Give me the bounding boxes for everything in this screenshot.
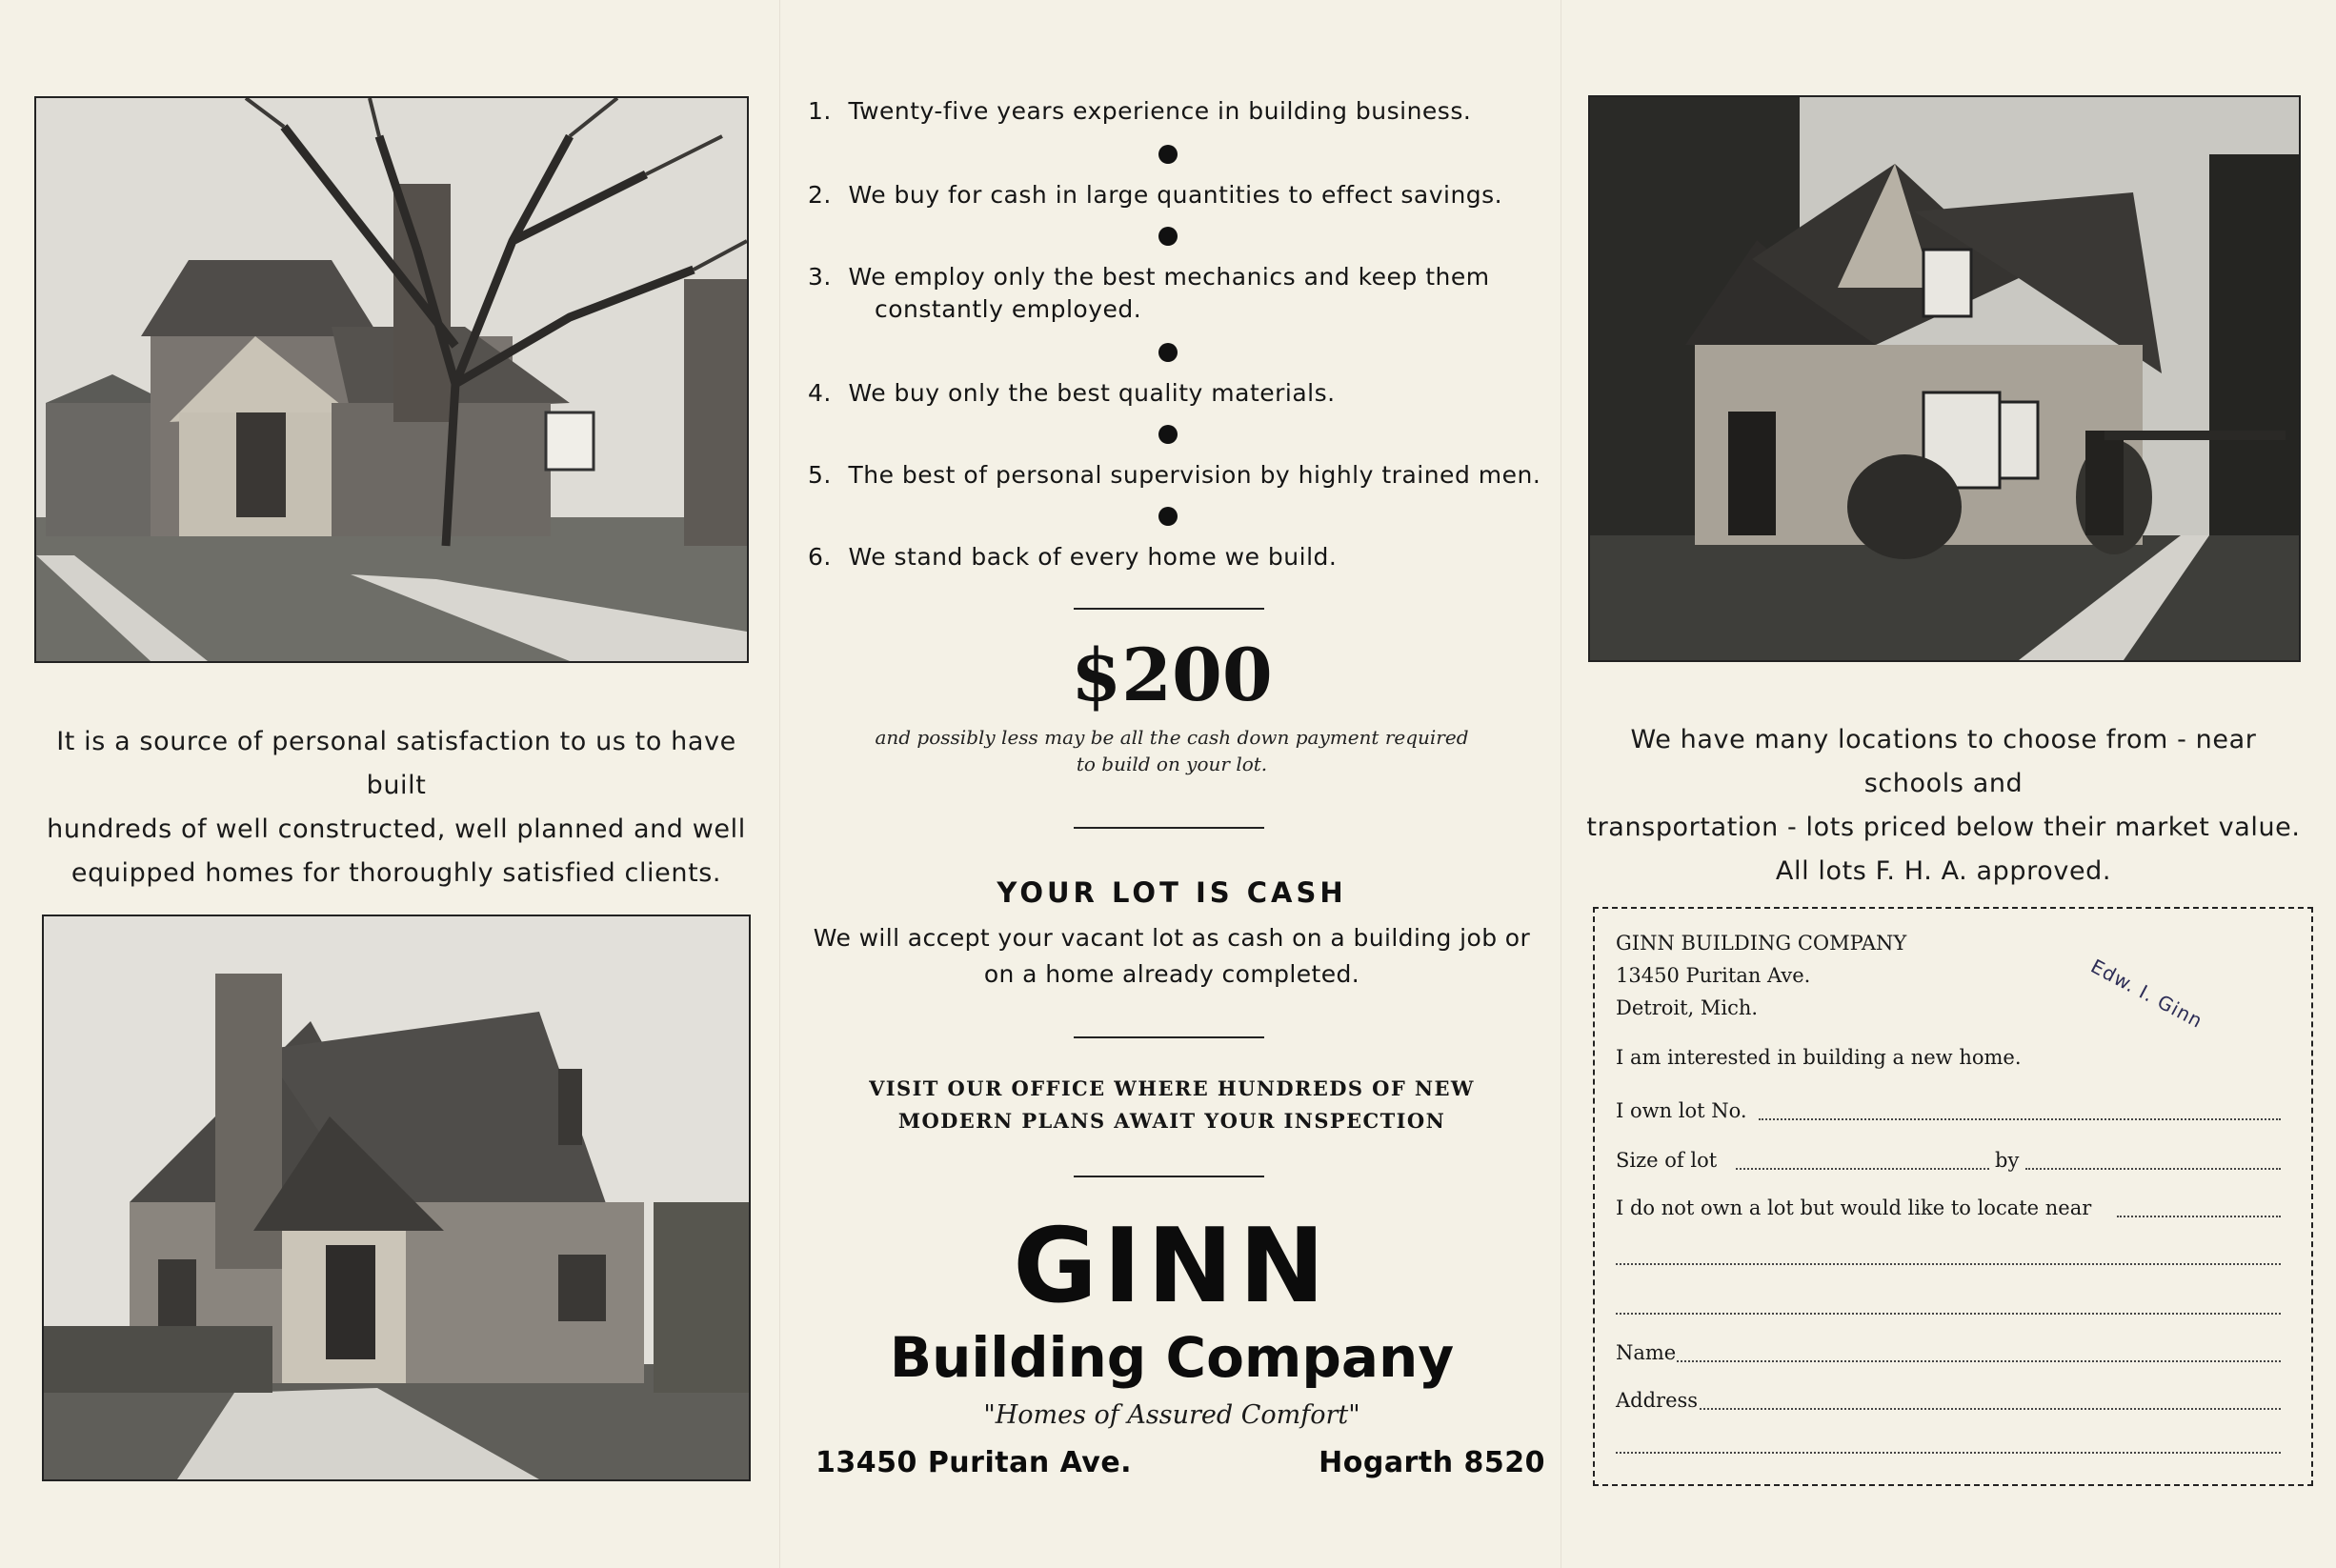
- address-field[interactable]: [1700, 1408, 2281, 1410]
- divider-rule: [1074, 1036, 1264, 1038]
- fold-line-left: [779, 0, 780, 1568]
- preferred-location-field-line-3[interactable]: [1616, 1313, 2281, 1315]
- point-number: 1.: [808, 97, 832, 125]
- point-text: We employ only the best mechanics and keep them: [848, 263, 1490, 291]
- left-caption: [34, 720, 758, 895]
- point-1: [808, 95, 1551, 128]
- point-text: We buy for cash in large quantities to effect savings.: [848, 181, 1503, 209]
- left-caption-line: It is a source of personal satisfaction to us to have built: [56, 727, 736, 800]
- coupon-interest-statement: I am interested in building a new home.: [1616, 1046, 2022, 1069]
- company-logo-subtitle: Building Company: [889, 1325, 1455, 1390]
- inquiry-coupon: [1593, 907, 2313, 1486]
- point-text: We stand back of every home we build.: [848, 543, 1338, 571]
- point-number: 4.: [808, 379, 832, 407]
- brick-and-stone-cottage-photo: [42, 915, 751, 1481]
- bullet-dot: [1158, 425, 1178, 444]
- left-caption-line: hundreds of well constructed, well planned and well: [47, 814, 746, 844]
- right-caption-line: transportation - lots priced below their market value.: [1586, 813, 2301, 842]
- bullet-dot: [1158, 507, 1178, 526]
- visit-line: MODERN PLANS AWAIT YOUR INSPECTION: [897, 1109, 1446, 1133]
- bullet-dot: [1158, 343, 1178, 362]
- point-number: 3.: [808, 263, 832, 291]
- lot-text-line: on a home already completed.: [983, 960, 1360, 988]
- point-text: The best of personal supervision by highly trained men.: [848, 461, 1541, 489]
- divider-rule: [1074, 1176, 1264, 1177]
- locate-near-label: I do not own a lot but would like to locate near: [1616, 1196, 2092, 1219]
- price-note: [781, 724, 1562, 777]
- point-number: 5.: [808, 461, 832, 489]
- own-lot-label: I own lot No.: [1616, 1099, 1747, 1122]
- company-tagline: "Homes of Assured Comfort": [983, 1400, 1360, 1430]
- stone-cottage-with-trees-photo: [1588, 95, 2301, 662]
- company-logo-ginn: GINN: [1013, 1207, 1331, 1326]
- visit-office-notice: [781, 1073, 1562, 1137]
- lot-width-field[interactable]: [1736, 1168, 1989, 1170]
- address-label: Address: [1616, 1389, 1699, 1412]
- price-note-line: and possibly less may be all the cash down payment required: [875, 726, 1469, 749]
- address-field-line-2[interactable]: [1616, 1452, 2281, 1454]
- visit-line: VISIT OUR OFFICE WHERE HUNDREDS OF NEW: [869, 1076, 1475, 1100]
- size-of-lot-label: Size of lot: [1616, 1149, 1718, 1172]
- coupon-street: 13450 Puritan Ave.: [1616, 964, 1811, 987]
- lot-heading: YOUR LOT IS CASH: [997, 876, 1347, 909]
- lot-text: [781, 920, 1562, 993]
- point-text-continued: constantly employed.: [875, 295, 1142, 323]
- company-address: 13450 Puritan Ave.: [816, 1446, 1133, 1479]
- center-column: [781, 0, 1562, 1568]
- coupon-company: GINN BUILDING COMPANY: [1616, 932, 1907, 955]
- bullet-dot: [1158, 227, 1178, 246]
- point-5: [808, 459, 1551, 492]
- own-lot-number-field[interactable]: [1759, 1118, 2281, 1120]
- divider-rule: [1074, 608, 1264, 610]
- right-caption-line: All lots F. H. A. approved.: [1775, 856, 2112, 886]
- lot-depth-field[interactable]: [2025, 1168, 2281, 1170]
- point-number: 6.: [808, 543, 832, 571]
- right-caption-line: We have many locations to choose from - near schools and: [1630, 725, 2257, 798]
- point-2: [808, 179, 1551, 211]
- right-caption: [1581, 718, 2306, 894]
- house-with-bare-tree-photo: [34, 96, 749, 663]
- name-field[interactable]: [1677, 1360, 2281, 1362]
- price-note-line: to build on your lot.: [1076, 753, 1268, 775]
- bullet-dot: [1158, 145, 1178, 164]
- signature-stamp: Edw. I. Ginn: [2086, 955, 2207, 1034]
- divider-rule: [1074, 827, 1264, 829]
- lot-text-line: We will accept your vacant lot as cash on a building job or: [813, 924, 1531, 952]
- point-text: We buy only the best quality materials.: [848, 379, 1336, 407]
- point-4: [808, 377, 1551, 410]
- company-phone: Hogarth 8520: [1319, 1446, 1545, 1479]
- preferred-location-field[interactable]: [2117, 1216, 2281, 1217]
- point-text: Twenty-five years experience in building business.: [848, 97, 1472, 125]
- by-label: by: [1995, 1149, 2020, 1172]
- point-3: [808, 261, 1551, 326]
- coupon-city: Detroit, Mich.: [1616, 996, 1759, 1019]
- name-label: Name: [1616, 1341, 1677, 1364]
- down-payment-price: $200: [1071, 633, 1273, 717]
- point-number: 2.: [808, 181, 832, 209]
- left-caption-line: equipped homes for thoroughly satisfied clients.: [70, 858, 722, 888]
- preferred-location-field-line-2[interactable]: [1616, 1263, 2281, 1265]
- point-6: [808, 541, 1551, 573]
